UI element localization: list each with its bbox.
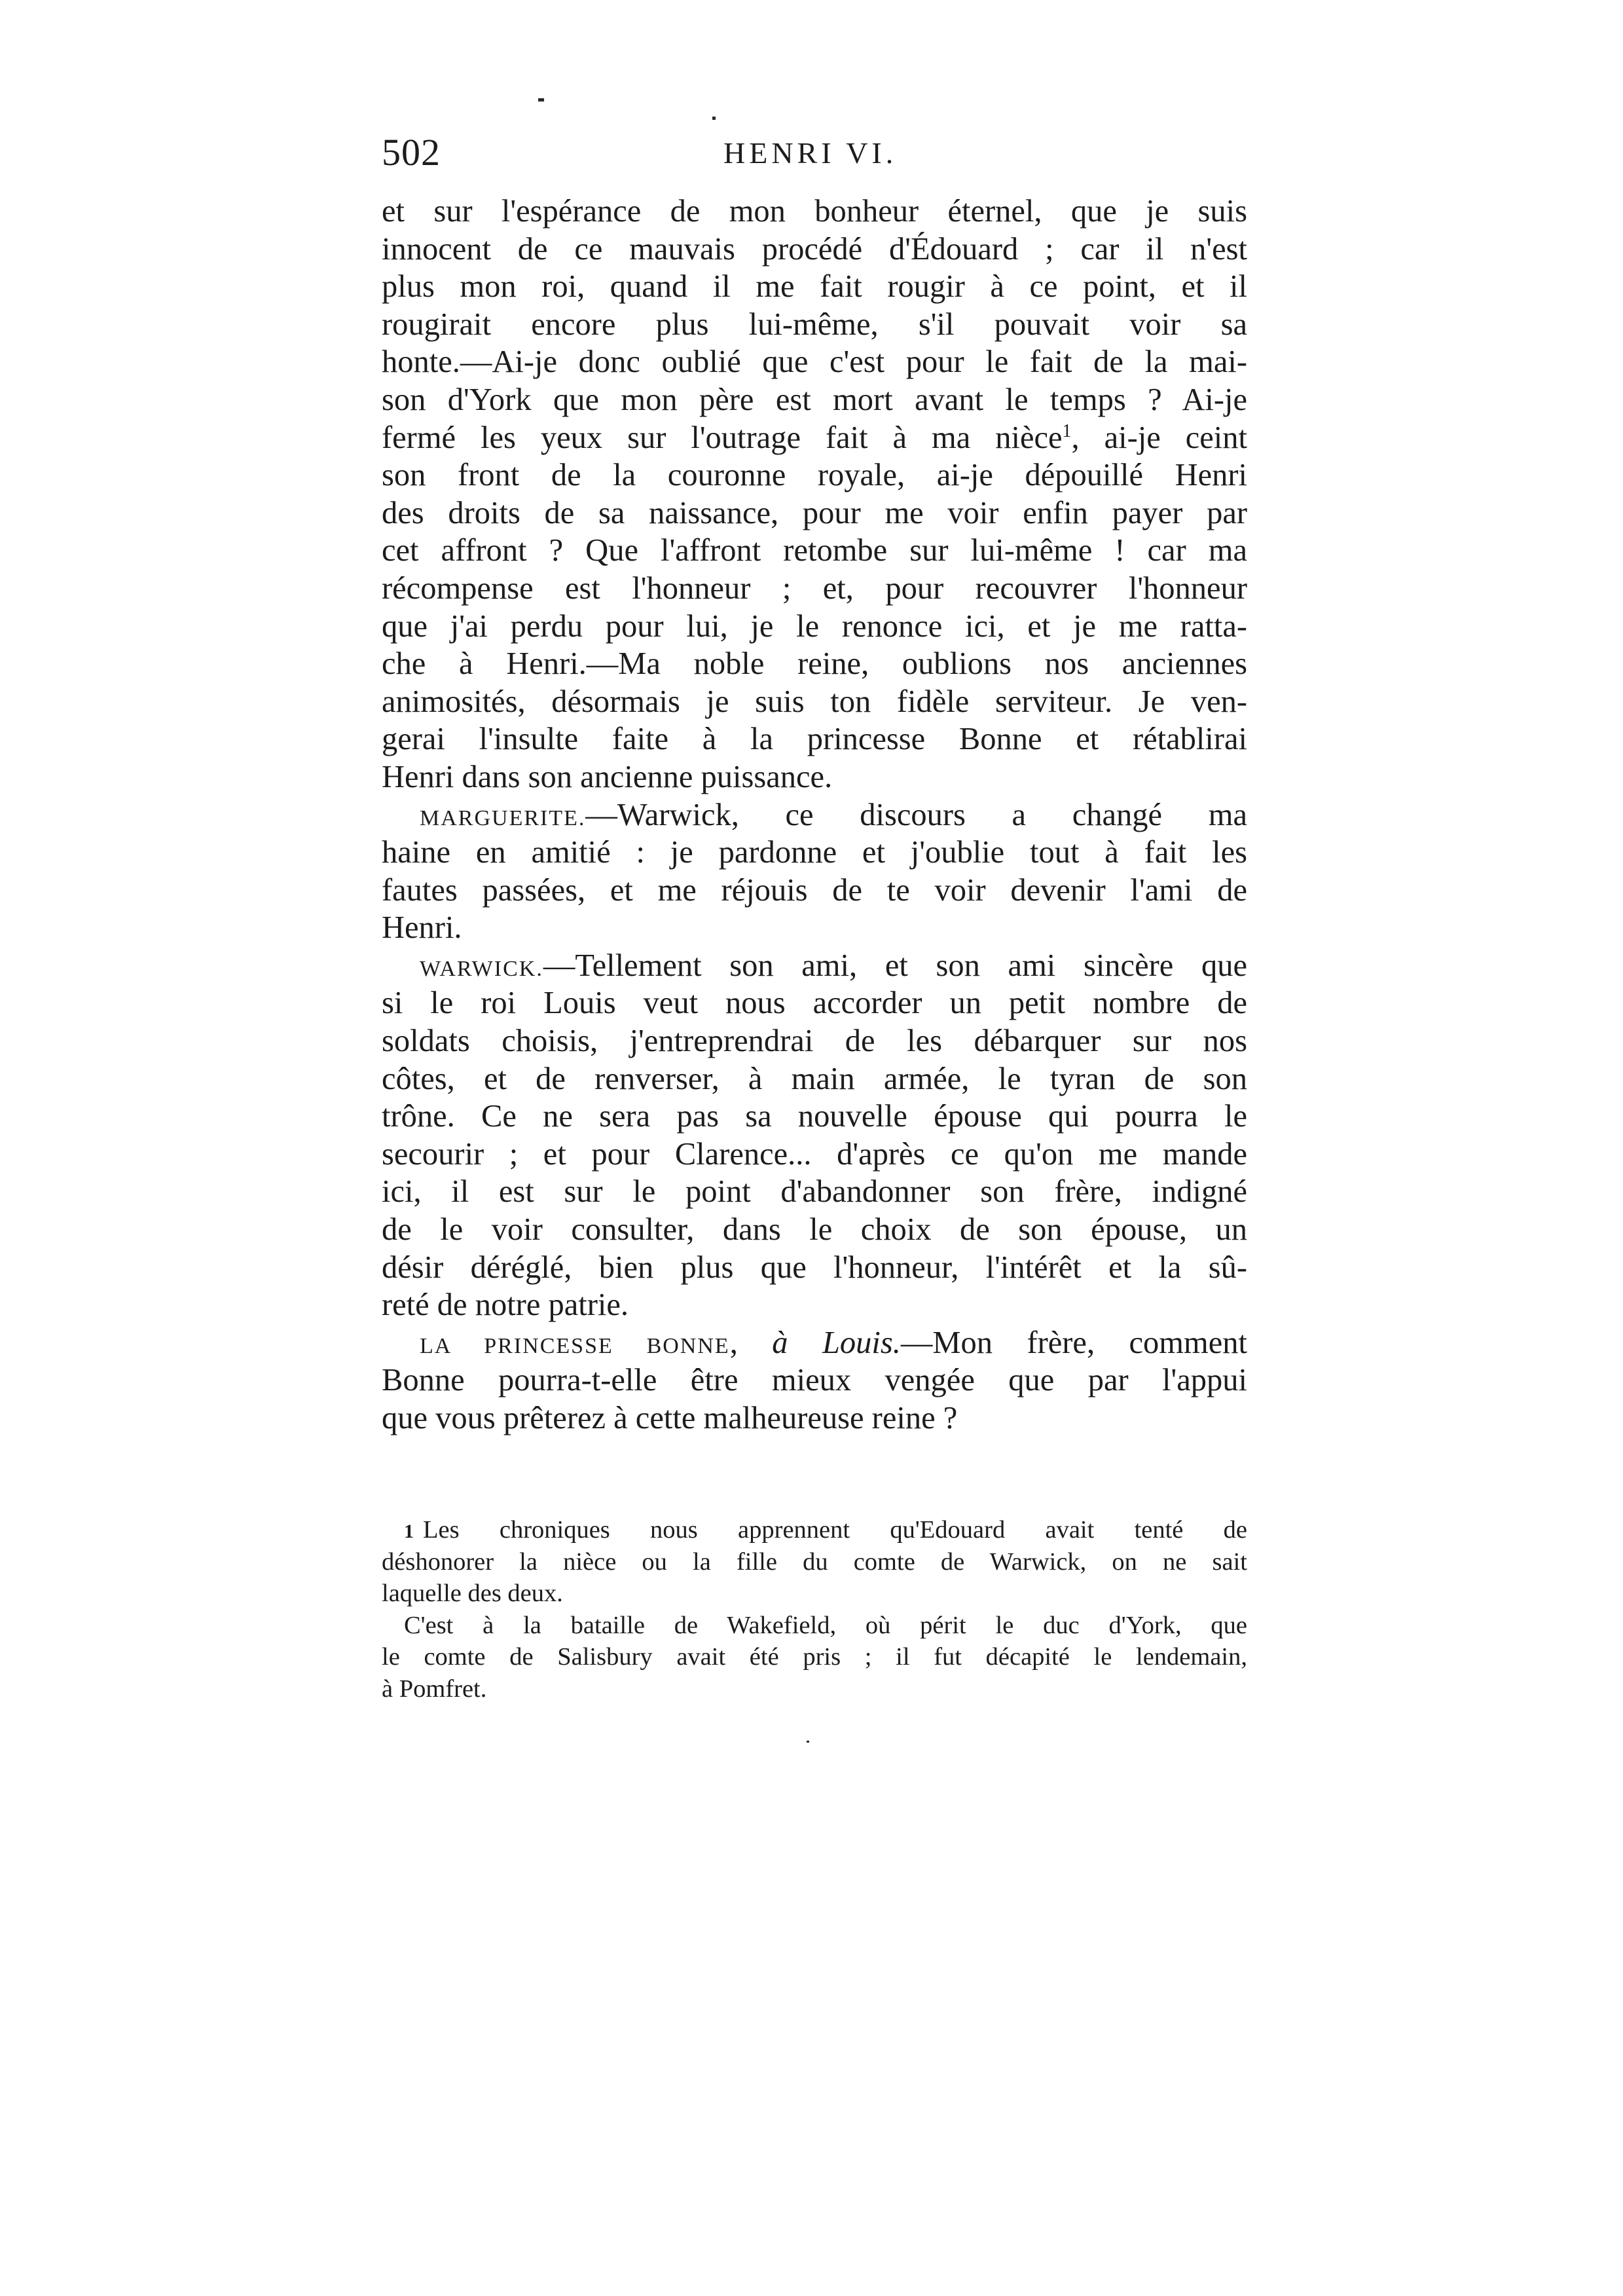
page-header: [382, 130, 1252, 176]
speaker-name: LA PRINCESSE BONNE: [420, 1333, 730, 1358]
page-number: 502: [382, 131, 441, 174]
print-speck: [807, 1741, 809, 1743]
speaker-name: MARGUERITE.: [420, 805, 586, 830]
text-line: trône. Ce ne sera pas sa nouvelle épouse qui pourra le: [382, 1099, 1247, 1134]
text-line: secourir ; et pour Clarence... d'après ce qu'on me mande: [382, 1136, 1247, 1172]
text-line: honte.—Ai-je donc oublié que c'est pour le fait de la mai-: [382, 344, 1247, 380]
text-line: que vous prêterez à cette malheureuse reine ?: [382, 1401, 958, 1435]
text-line: et sur l'espérance de mon bonheur éternel, que je suis: [382, 194, 1247, 229]
text-line: son d'York que mon père est mort avant le temps ? Ai-je: [382, 382, 1247, 417]
speech-line: [382, 1324, 1247, 1362]
text-line: innocent de ce mauvais procédé d'Édouard ; car il n'est: [382, 231, 1247, 267]
footnote-line: à Pomfret.: [382, 1675, 487, 1703]
text-line: fautes passées, et me réjouis de te voir devenir l'ami de: [382, 872, 1247, 908]
text-fragment: fermé les yeux sur l'outrage fait à ma nièce: [382, 420, 1063, 455]
text-line: Henri dans son ancienne puissance.: [382, 759, 833, 794]
text-line: côtes, et de renverser, à main armée, le tyran de son: [382, 1061, 1247, 1096]
stage-direction: à Louis.: [772, 1325, 901, 1360]
text-fragment: —Mon frère, comment: [900, 1325, 1247, 1360]
speech-line: [382, 947, 1247, 985]
text-line: récompense est l'honneur ; et, pour recouvrer l'honneur: [382, 570, 1247, 606]
speech-line: [382, 796, 1247, 834]
footnote-line: déshonorer la nièce ou la fille du comte de Warwick, on ne sait: [382, 1547, 1247, 1576]
text-line: son front de la couronne royale, ai-je dépouillé Henri: [382, 458, 1247, 493]
text-line: ici, il est sur le point d'abandonner son frère, indigné: [382, 1174, 1247, 1210]
running-title: HENRI VI.: [723, 136, 898, 170]
text-line: de le voir consulter, dans le choix de son épouse, un: [382, 1212, 1247, 1248]
text-line: haine en amitié : je pardonne et j'oublie tout à fait les: [382, 835, 1247, 870]
text-fragment: —Tellement son ami, et son ami sincère que: [543, 948, 1247, 983]
speaker-name: WARWICK.: [420, 956, 543, 981]
text-line: que j'ai perdu pour lui, je le renonce ici, et je me ratta-: [382, 608, 1247, 644]
text-line: si le roi Louis veut nous accorder un petit nombre de: [382, 986, 1247, 1021]
text-line: gerai l'insulte faite à la princesse Bonne et rétablirai: [382, 722, 1247, 757]
print-speck: [712, 117, 716, 120]
text-line: [382, 419, 1247, 457]
text-line: plus mon roi, quand il me fait rougir à ce point, et il: [382, 269, 1247, 305]
text-fragment: Les chroniques nous apprennent qu'Edouard avait tenté de: [423, 1516, 1247, 1544]
text-line: cet affront ? Que l'affront retombe sur lui-même ! car ma: [382, 533, 1247, 568]
text-line: soldats choisis, j'entreprendrai de les débarquer sur nos: [382, 1024, 1247, 1059]
text-line: che à Henri.—Ma noble reine, oublions nos anciennes: [382, 646, 1247, 682]
text-line: des droits de sa naissance, pour me voir enfin payer par: [382, 495, 1247, 530]
footnote-line: laquelle des deux.: [382, 1580, 563, 1607]
footnotes: [382, 1514, 1247, 1705]
text-fragment: , ai-je ceint: [1071, 420, 1247, 455]
text-line: reté de notre patrie.: [382, 1287, 629, 1323]
footnote-marker: 1: [404, 1521, 414, 1542]
text-fragment: —Warwick, ce discours a changé ma: [585, 797, 1247, 832]
main-text: [382, 193, 1247, 1437]
footnote-line: [382, 1514, 1247, 1546]
footnote-reference: 1: [1062, 420, 1072, 441]
footnote-line: le comte de Salisbury avait été pris ; il fut décapité le lendemain,: [382, 1643, 1247, 1671]
text-line: rougirait encore plus lui-même, s'il pouvait voir sa: [382, 306, 1247, 342]
text-line: Bonne pourra-t-elle être mieux vengée que par l'appui: [382, 1363, 1247, 1398]
text-line: animosités, désormais je suis ton fidèle serviteur. Je ven-: [382, 684, 1247, 719]
text-line: Henri.: [382, 910, 462, 946]
print-speck: [538, 98, 544, 102]
punctuation: ,: [729, 1325, 773, 1360]
footnote-line: C'est à la bataille de Wakefield, où périt le duc d'York, que: [404, 1611, 1247, 1639]
text-line: désir déréglé, bien plus que l'honneur, l'intérêt et la sû-: [382, 1250, 1247, 1285]
